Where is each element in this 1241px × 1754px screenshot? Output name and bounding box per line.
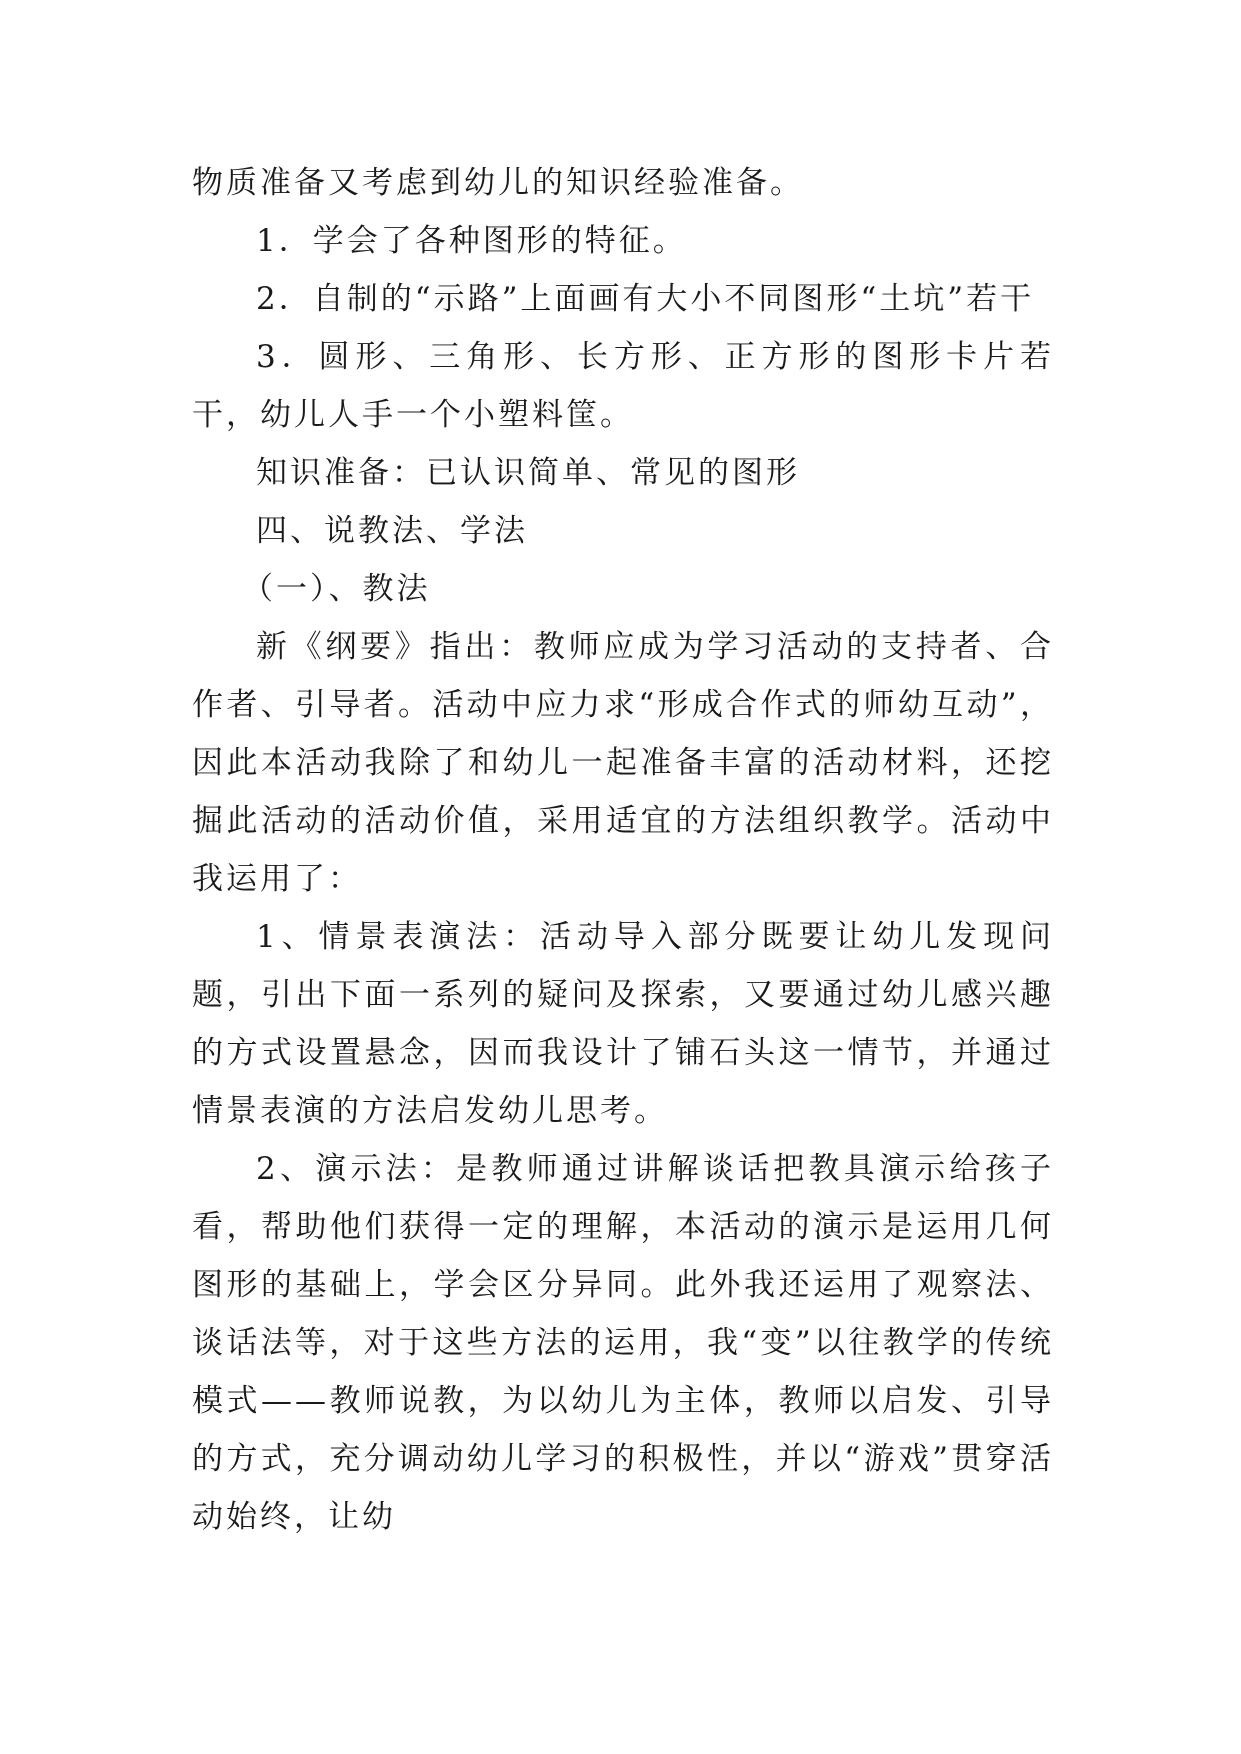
subsection-heading-teaching-method: （一）、教法 (242, 571, 431, 607)
document-body (192, 154, 1054, 1546)
section-heading-methods: 四、说教法、学法 (256, 513, 528, 549)
paragraph-method-2: 2、演示法：是教师通过讲解谈话把教具演示给孩子看，帮助他们获得一定的理解，本活动的演示是运用几何图形的基础上，学会区分异同。此外我还运用了观察法、谈话法等，对于这些方法的运用，我“变”以往教学的传统模式——教师说教，为以幼儿为主体，教师以启发、引导的方式，充分调动幼儿学习的积极性，并以“游戏”贯穿活动始终，让幼 (192, 1151, 1054, 1535)
paragraph-knowledge-prep: 知识准备：已认识简单、常见的图形 (256, 455, 800, 491)
paragraph-material-prep: 物质准备又考虑到幼儿的知识经验准备。 (192, 165, 804, 201)
paragraph-item-2: 2．自制的“示路”上面画有大小不同图形“土坑”若干 (256, 281, 1035, 317)
paragraph-method-1: 1、情景表演法：活动导入部分既要让幼儿发现问题，引出下面一系列的疑问及探索，又要通过幼儿感兴趣的方式设置悬念，因而我设计了铺石头这一情节，并通过情景表演的方法启发幼儿思考。 (192, 919, 1054, 1129)
paragraph-item-3: 3．圆形、三角形、长方形、正方形的图形卡片若干，幼儿人手一个小塑料筐。 (192, 339, 1054, 433)
paragraph-guideline: 新《纲要》指出：教师应成为学习活动的支持者、合作者、引导者。活动中应力求“形成合作式的师幼互动”，因此本活动我除了和幼儿一起准备丰富的活动材料，还挖掘此活动的活动价值，采用适宜的方法组织教学。活动中我运用了： (192, 629, 1054, 897)
paragraph-item-1: 1．学会了各种图形的特征。 (256, 223, 687, 259)
